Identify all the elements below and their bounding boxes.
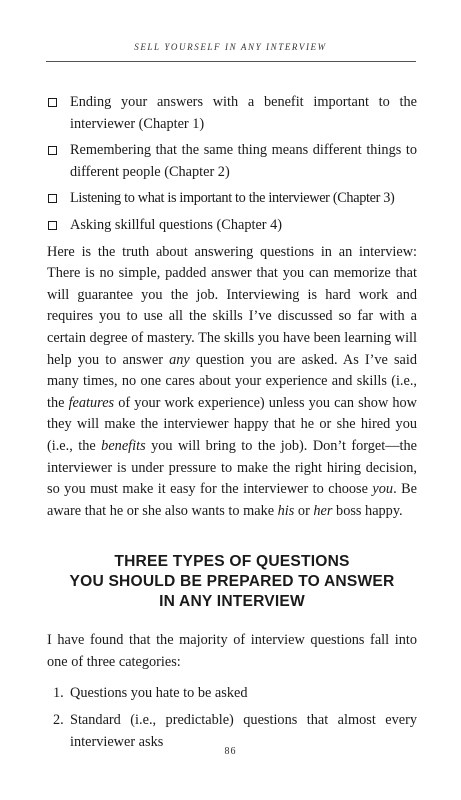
emphasis-text: benefits	[101, 437, 146, 454]
paragraph-text: or	[294, 502, 314, 519]
list-item-text: Ending your answers with a benefit important to the interviewer (Chapter 1)	[70, 94, 417, 132]
section-heading	[47, 552, 417, 612]
list-item	[47, 683, 417, 705]
list-number: 2.	[53, 712, 64, 729]
emphasis-text: any	[169, 351, 190, 368]
checkbox-icon	[48, 146, 57, 155]
emphasis-text: his	[277, 502, 295, 519]
paragraph-text: Here is the truth about answering questions in an interview: There is no simple, padded answer that you can memorize that will guarantee you the job. Interviewing is hard work and requires you to use all the skills I’ve discussed so far with a certain degree of mastery. The skills you have been learning will help you to answer	[47, 243, 417, 368]
list-item	[47, 215, 417, 237]
section-intro: I have found that the majority of interview questions fall into one of three categories:	[47, 632, 417, 670]
heading-line: THREE TYPES OF QUESTIONS	[114, 553, 350, 571]
paragraph-text: question you are asked. As I’ve said many times, no one cares about your experience and skills (i.e., the	[47, 351, 418, 411]
list-item-text: Remembering that the same thing means different things to different people (Chapter 2)	[70, 142, 417, 180]
paragraph-text: you will bring to the job). Don’t forget—the interviewer is under pressure to make the right hiring decision, so you must make it easy for the interviewer to choose	[47, 437, 418, 498]
question-categories-list	[47, 683, 417, 753]
heading-line: YOU SHOULD BE PREPARED TO ANSWER	[69, 573, 395, 591]
paragraph-text: boss happy.	[332, 502, 403, 519]
emphasis-text: her	[313, 502, 333, 519]
skills-checklist	[47, 92, 417, 237]
header-rule	[46, 61, 416, 62]
heading-line: IN ANY INTERVIEW	[159, 593, 305, 611]
emphasis-text: features	[68, 394, 115, 411]
body-paragraph	[47, 242, 417, 523]
list-item	[47, 92, 417, 135]
list-item-text: Standard (i.e., predictable) questions that almost every interviewer asks	[70, 712, 417, 750]
page-body	[47, 92, 417, 758]
checkbox-icon	[48, 194, 57, 203]
list-item	[47, 188, 417, 210]
list-item-text: Questions you hate to be asked	[70, 685, 248, 702]
paragraph-text: of your work experience) unless you can show how they will make the interviewer happy that he or she hired you (i.e., the	[47, 394, 418, 454]
emphasis-text: you	[372, 481, 394, 498]
checkbox-icon	[48, 98, 57, 107]
checkbox-icon	[48, 221, 57, 230]
running-header: SELL YOURSELF IN ANY INTERVIEW	[134, 42, 327, 52]
paragraph-text: . Be aware that he or she also wants to make	[47, 481, 417, 519]
list-item	[47, 140, 417, 183]
list-item-text: Listening to what is important to the interviewer (Chapter 3)	[70, 190, 395, 207]
list-item-text: Asking skillful questions (Chapter 4)	[70, 216, 283, 233]
list-number: 1.	[53, 685, 64, 702]
page-number: 86	[224, 746, 237, 757]
